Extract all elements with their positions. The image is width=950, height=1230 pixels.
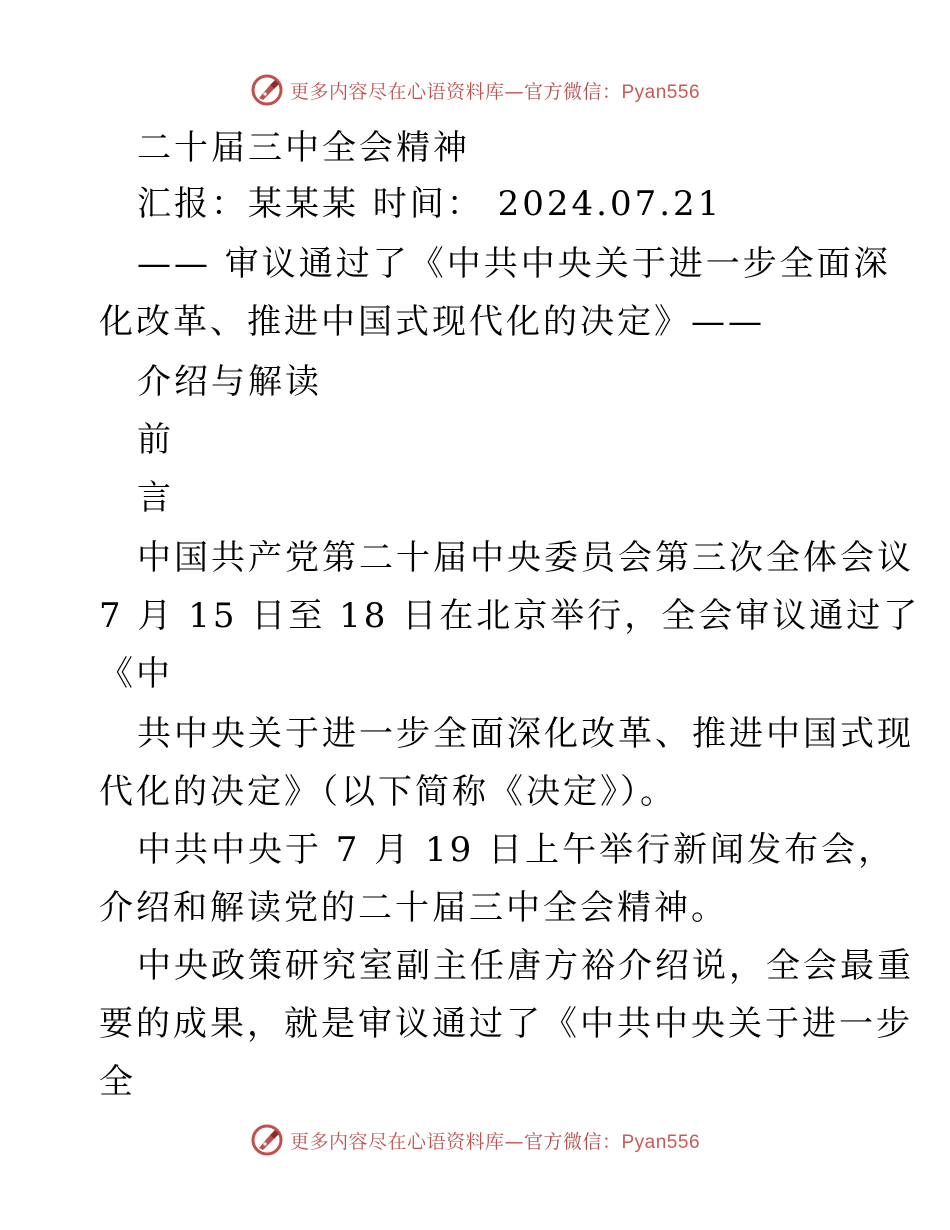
watermark-text: 更多内容尽在心语资料库—官方微信：Pyan556 — [289, 80, 701, 103]
paragraph-3-line-2: 介绍和解读党的二十届三中全会精神。 — [99, 888, 728, 928]
preface-char-2: 言 — [137, 478, 174, 518]
footer-watermark — [0, 1120, 950, 1160]
intro-heading: 介绍与解读 — [137, 362, 322, 402]
report-meta: 汇报：某某某 时间： 2024.07.21 — [137, 184, 723, 224]
preface-char-1: 前 — [137, 420, 174, 460]
subtitle-line-2: 化改革、推进中国式现代化的决定》—— — [99, 302, 765, 342]
paragraph-3-line-1: 中共中央于 7 月 19 日上午举行新闻发布会， — [137, 830, 896, 870]
paragraph-4-line-2: 要的成果，就是审议通过了《中共中央关于进一步 — [99, 1004, 913, 1044]
paragraph-1-line-1: 中国共产党第二十届中央委员会第三次全体会议 — [137, 538, 914, 578]
watermark-text: 更多内容尽在心语资料库—官方微信：Pyan556 — [289, 1130, 701, 1153]
paragraph-4-line-3: 全 — [99, 1062, 136, 1102]
subtitle-line-1: —— 审议通过了《中共中央关于进一步全面深 — [137, 244, 891, 284]
paragraph-4-line-1: 中央政策研究室副主任唐方裕介绍说，全会最重 — [137, 946, 914, 986]
paragraph-2-line-1: 共中央关于进一步全面深化改革、推进中国式现 — [137, 714, 914, 754]
document-title: 二十届三中全会精神 — [137, 128, 470, 168]
pen-nib-logo-icon — [250, 1123, 284, 1157]
paragraph-1-line-3: 《中 — [99, 654, 173, 694]
paragraph-1-line-2: 7 月 15 日至 18 日在北京举行，全会审议通过了 — [99, 596, 921, 636]
paragraph-2-line-2: 代化的决定》（以下简称《决定》）。 — [99, 772, 677, 812]
